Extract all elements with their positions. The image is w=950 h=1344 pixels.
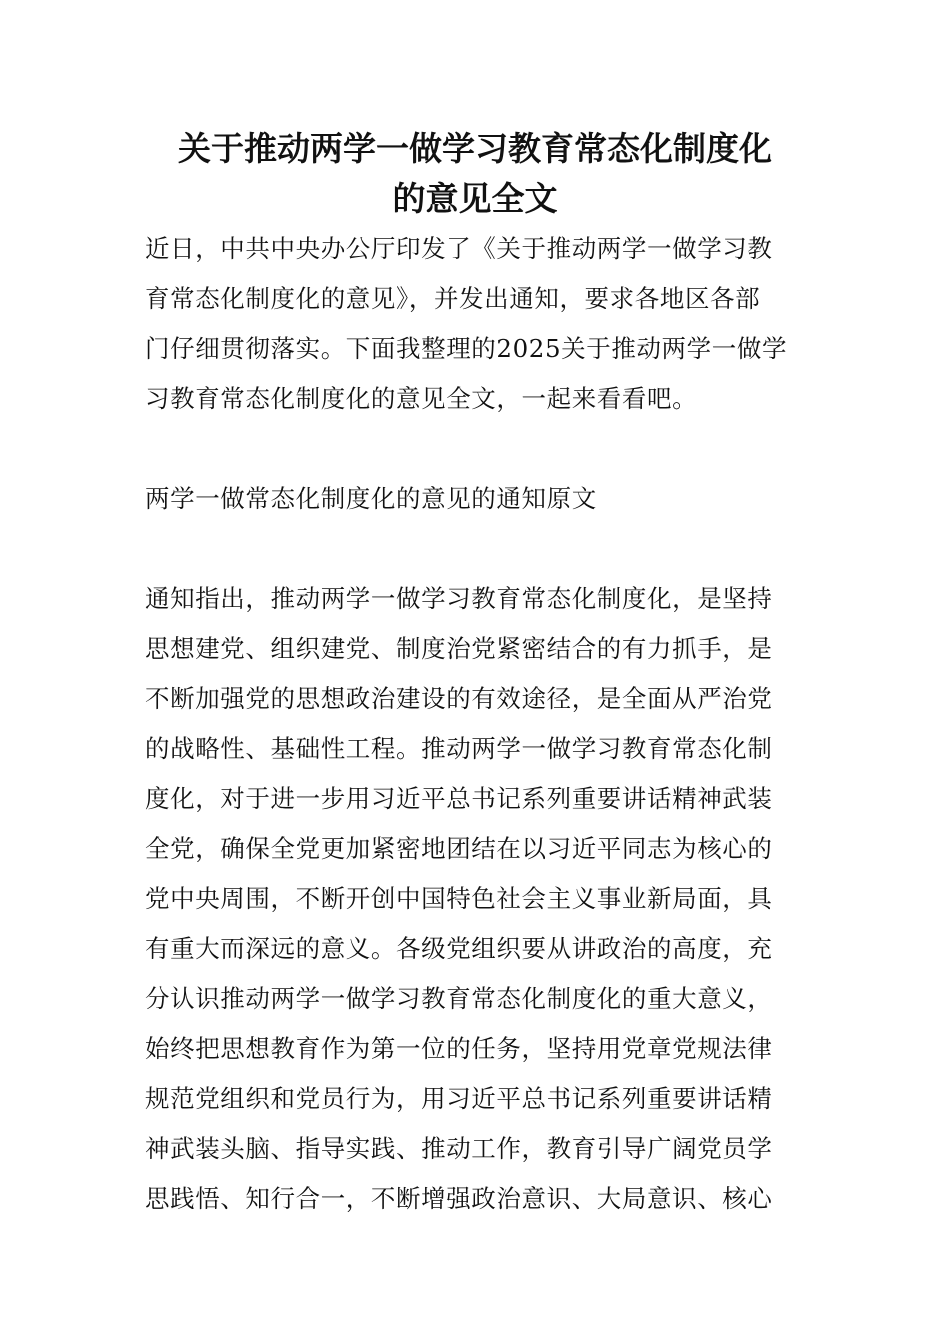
body-line: 思想建党、组织建党、制度治党紧密结合的有力抓手，是 xyxy=(145,634,773,663)
intro-line: 近日，中共中央办公厅印发了《关于推动两学一做学习教 xyxy=(145,234,773,263)
section-heading: 两学一做常态化制度化的意见的通知原文 xyxy=(145,484,597,513)
intro-line: 门仔细贯彻落实。下面我整理的2025关于推动两学一做学 xyxy=(145,334,788,363)
body-line: 规范党组织和党员行为，用习近平总书记系列重要讲话精 xyxy=(145,1084,773,1113)
body-line: 神武装头脑、指导实践、推动工作，教育引导广阔党员学 xyxy=(145,1134,773,1163)
intro-line: 育常态化制度化的意见》，并发出通知，要求各地区各部 xyxy=(145,284,761,313)
body-line: 分认识推动两学一做学习教育常态化制度化的重大意义， xyxy=(145,984,773,1013)
body-line: 通知指出，推动两学一做学习教育常态化制度化，是坚持 xyxy=(145,584,773,613)
body-line: 思践悟、知行合一，不断增强政治意识、大局意识、核心 xyxy=(145,1184,773,1213)
body-line: 党中央周围，不断开创中国特色社会主义事业新局面，具 xyxy=(145,884,773,913)
intro-line: 习教育常态化制度化的意见全文，一起来看看吧。 xyxy=(145,384,698,413)
body-line: 度化，对于进一步用习近平总书记系列重要讲话精神武装 xyxy=(145,784,773,813)
body-line: 的战略性、基础性工程。推动两学一做学习教育常态化制 xyxy=(145,734,773,763)
body-line: 有重大而深远的意义。各级党组织要从讲政治的高度，充 xyxy=(145,934,773,963)
body-line: 始终把思想教育作为第一位的任务，坚持用党章党规法律 xyxy=(145,1034,773,1063)
body-line: 全党，确保全党更加紧密地团结在以习近平同志为核心的 xyxy=(145,834,773,863)
document-title-line-2: 的意见全文 xyxy=(392,179,558,218)
document-title-line-1: 关于推动两学一做学习教育常态化制度化 xyxy=(178,129,772,168)
body-line: 不断加强党的思想政治建设的有效途径，是全面从严治党 xyxy=(145,684,773,713)
